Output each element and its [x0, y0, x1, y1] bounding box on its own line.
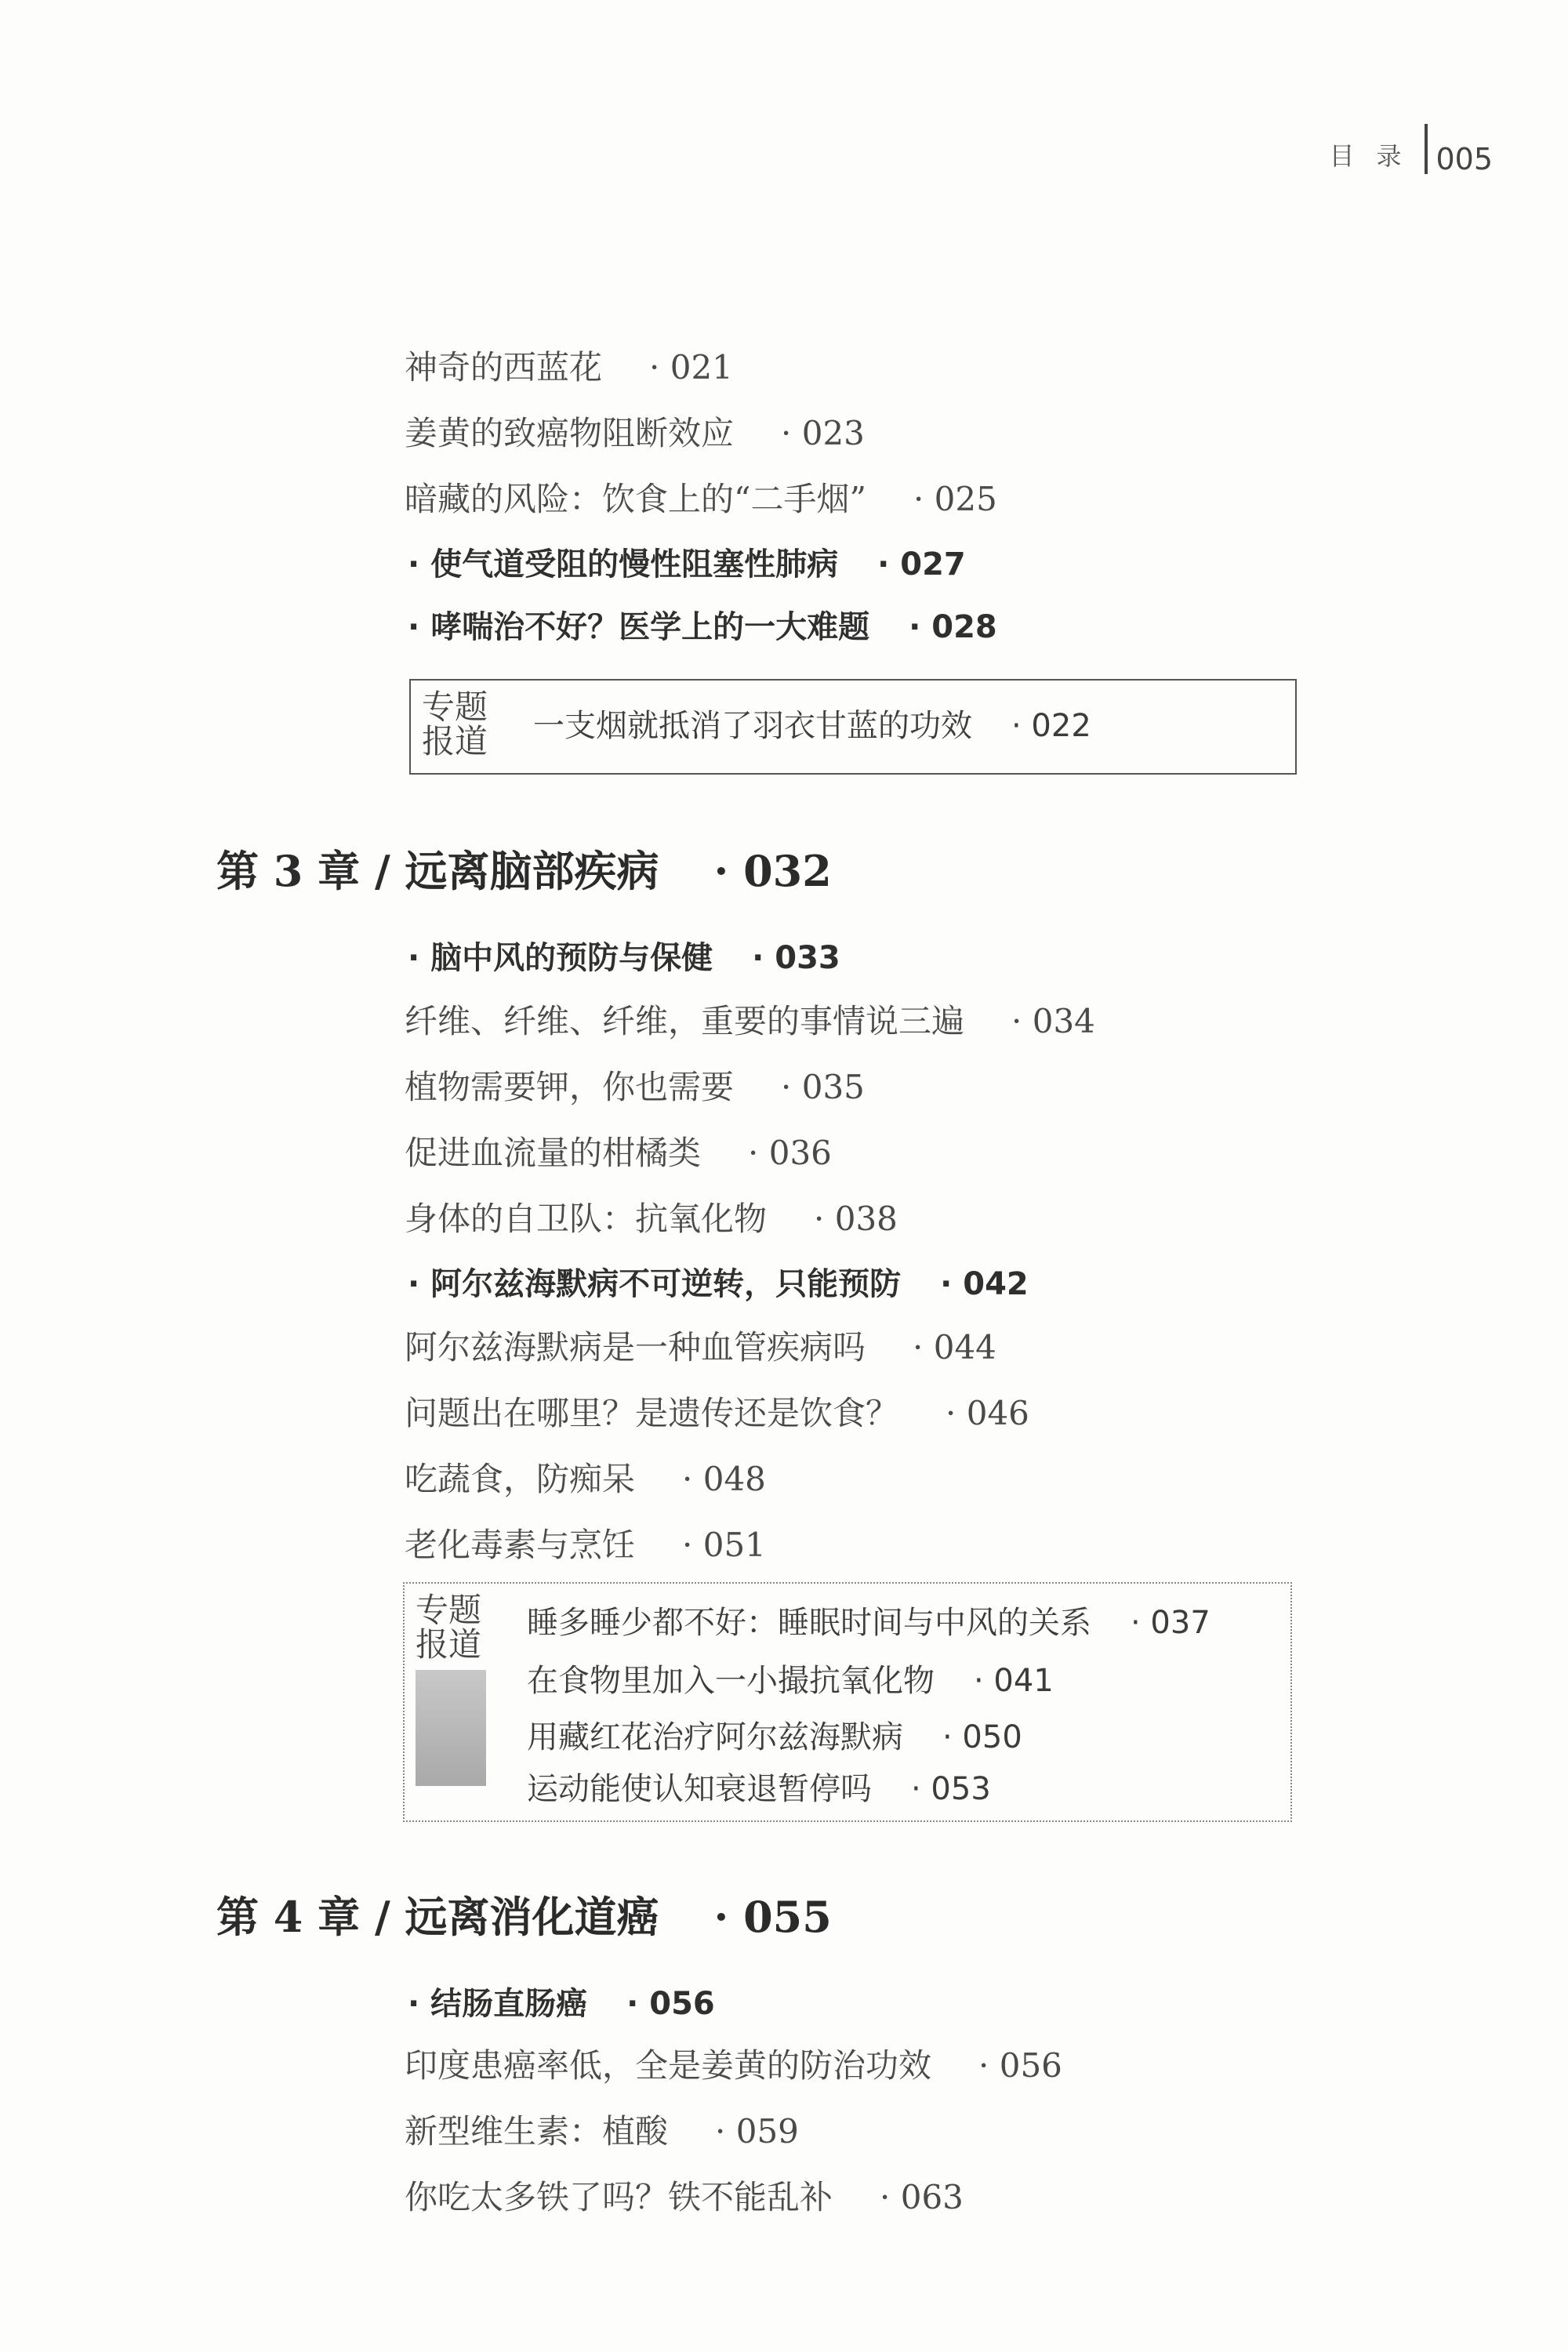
feature-item-page: · 022: [1011, 708, 1091, 744]
toc-entry[interactable]: [405, 1134, 832, 1172]
toc-entry-title: · 使气道受阻的慢性阻塞性肺病: [408, 546, 839, 583]
toc-entry[interactable]: [405, 1068, 865, 1106]
toc-entry-title: 姜黄的致癌物阻断效应: [405, 414, 735, 452]
running-header: [1329, 124, 1493, 174]
feature-item[interactable]: [527, 1773, 991, 1805]
chapter-heading[interactable]: [216, 1892, 832, 1942]
toc-entry-page: · 063: [880, 2178, 964, 2216]
toc-entry-title: 老化毒素与烹饪: [405, 1526, 636, 1564]
feature-item[interactable]: [527, 1665, 1054, 1697]
toc-entry[interactable]: [405, 348, 733, 387]
feature-item-title: 睡多睡少都不好：睡眠时间与中风的关系: [527, 1605, 1091, 1641]
feature-item-title: 一支烟就抵消了羽衣甘蓝的功效: [533, 708, 972, 744]
toc-entry-page: · 044: [913, 1328, 996, 1367]
toc-entry-page: · 056: [978, 2046, 1062, 2085]
toc-entry-page: · 046: [946, 1394, 1029, 1432]
toc-entry-title: 新型维生素：植酸: [405, 2112, 669, 2151]
chapter-page: · 032: [713, 846, 832, 896]
toc-entry-title: 阿尔兹海默病是一种血管疾病吗: [405, 1328, 866, 1367]
toc-entry-page: · 033: [752, 940, 840, 976]
feature-tag: [416, 1593, 486, 1786]
section-name: 目录: [1329, 141, 1424, 171]
toc-entry-page: · 027: [877, 546, 966, 583]
toc-entry-title: 身体的自卫队：抗氧化物: [405, 1200, 768, 1238]
toc-key-entry[interactable]: [408, 942, 840, 974]
feature-item-page: · 050: [942, 1719, 1022, 1755]
toc-entry-page: · 056: [626, 1986, 715, 2022]
toc-entry-title: · 结肠直肠癌: [408, 1986, 588, 2022]
toc-entry-page: · 048: [682, 1460, 766, 1498]
toc-entry-title: 纤维、纤维、纤维，重要的事情说三遍: [405, 1002, 965, 1040]
toc-entry[interactable]: [405, 2112, 799, 2151]
toc-entry-page: · 042: [940, 1266, 1029, 1302]
toc-entry-page: · 036: [748, 1134, 832, 1172]
feature-item[interactable]: [527, 1607, 1210, 1639]
toc-entry-page: · 034: [1011, 1002, 1095, 1040]
feature-tag: 专题报道: [422, 688, 488, 760]
toc-entry-title: · 阿尔兹海默病不可逆转，只能预防: [408, 1266, 902, 1302]
toc-entry-page: · 023: [781, 414, 865, 452]
toc-key-entry[interactable]: [408, 1988, 715, 2020]
feature-item[interactable]: [527, 1719, 1022, 1755]
feature-tag-label: 专题报道: [416, 1591, 482, 1664]
chapter-title: 第 4 章 / 远离消化道癌: [216, 1892, 659, 1942]
feature-item-title: 用藏红花治疗阿尔兹海默病: [527, 1719, 903, 1755]
toc-entry[interactable]: [405, 1460, 766, 1498]
toc-entry-title: · 脑中风的预防与保健: [408, 940, 713, 976]
toc-entry-page: · 021: [649, 348, 733, 387]
feature-box: [409, 679, 1297, 775]
toc-entry[interactable]: [405, 1002, 1095, 1040]
toc-entry-page: · 025: [913, 480, 997, 518]
chapter-heading[interactable]: [216, 846, 832, 896]
feature-item-page: · 041: [974, 1663, 1054, 1699]
chapter-title: 第 3 章 / 远离脑部疾病: [216, 846, 659, 896]
toc-entry[interactable]: [405, 1394, 1029, 1432]
toc-entry[interactable]: [405, 2046, 1062, 2085]
feature-item-page: · 037: [1131, 1605, 1210, 1641]
toc-entry[interactable]: [405, 1200, 898, 1238]
toc-entry[interactable]: [405, 2178, 964, 2216]
toc-entry[interactable]: [405, 1526, 766, 1564]
toc-entry-title: 植物需要钾，你也需要: [405, 1068, 735, 1106]
toc-entry-title: · 哮喘治不好？医学上的一大难题: [408, 609, 870, 645]
toc-entry-page: · 059: [715, 2112, 799, 2151]
toc-entry-title: 促进血流量的柑橘类: [405, 1134, 702, 1172]
toc-entry-title: 暗藏的风险：饮食上的“二手烟”: [405, 480, 866, 518]
page-number: 005: [1436, 142, 1493, 176]
chapter-page: · 055: [713, 1892, 832, 1942]
toc-entry-page: · 038: [814, 1200, 898, 1238]
toc-entry-title: 问题出在哪里？是遗传还是饮食？: [405, 1394, 899, 1432]
toc-entry-page: · 028: [909, 609, 997, 645]
toc-key-entry[interactable]: [408, 546, 966, 583]
header-rule: [1425, 124, 1428, 174]
feature-box: [403, 1582, 1292, 1822]
toc-entry[interactable]: [405, 1328, 996, 1367]
toc-entry-page: · 035: [781, 1068, 865, 1106]
feature-item[interactable]: [533, 710, 1091, 742]
toc-entry-title: 你吃太多铁了吗？铁不能乱补: [405, 2178, 833, 2216]
toc-entry[interactable]: [405, 414, 865, 452]
toc-key-entry[interactable]: [408, 609, 997, 645]
toc-key-entry[interactable]: [408, 1266, 1029, 1302]
feature-item-page: · 053: [911, 1771, 991, 1807]
toc-entry[interactable]: [405, 480, 997, 518]
toc-entry-title: 印度患癌率低，全是姜黄的防治功效: [405, 2046, 932, 2085]
feature-item-title: 在食物里加入一小撮抗氧化物: [527, 1663, 935, 1699]
feature-item-title: 运动能使认知衰退暂停吗: [527, 1771, 872, 1807]
toc-entry-title: 吃蔬食，防痴呆: [405, 1460, 636, 1498]
feature-tag-bar: [416, 1670, 486, 1786]
toc-entry-title: 神奇的西蓝花: [405, 348, 603, 387]
toc-entry-page: · 051: [682, 1526, 766, 1564]
